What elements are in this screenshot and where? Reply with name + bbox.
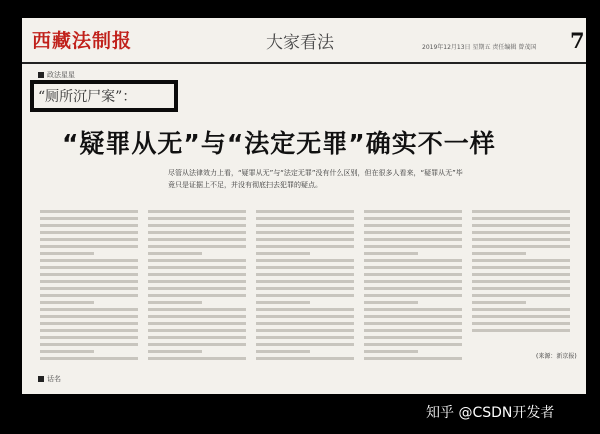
text-line — [148, 259, 246, 262]
text-line — [148, 343, 246, 346]
dateline: 2019年12月13日 星期五 责任编辑 曾茂国 — [422, 44, 537, 51]
text-line — [364, 350, 418, 353]
text-line — [148, 231, 246, 234]
text-line — [472, 308, 570, 311]
text-line — [364, 301, 418, 304]
text-line — [40, 287, 138, 290]
text-line — [148, 287, 246, 290]
body-column — [148, 210, 246, 366]
masthead — [22, 18, 586, 64]
text-line — [472, 294, 570, 297]
text-line — [40, 231, 138, 234]
footer-tag-label: 话名 — [47, 375, 61, 383]
text-line — [364, 217, 462, 220]
text-line — [40, 294, 138, 297]
text-line — [256, 238, 354, 241]
text-line — [148, 329, 246, 332]
text-line — [256, 266, 354, 269]
text-line — [40, 336, 138, 339]
text-line — [472, 231, 570, 234]
text-line — [40, 308, 138, 311]
body-column — [40, 210, 138, 366]
section-tag — [38, 70, 75, 80]
text-line — [148, 217, 246, 220]
text-line — [364, 245, 462, 248]
text-line — [148, 238, 246, 241]
text-line — [40, 273, 138, 276]
text-line — [256, 357, 354, 360]
text-line — [256, 231, 354, 234]
text-line — [364, 357, 462, 360]
text-line — [364, 238, 462, 241]
text-line — [40, 210, 138, 213]
square-bullet-icon — [38, 376, 44, 382]
text-line — [364, 336, 462, 339]
text-line — [472, 245, 570, 248]
text-line — [148, 301, 202, 304]
text-line — [256, 224, 354, 227]
text-line — [40, 280, 138, 283]
headline: “疑罪从无”与“法定无罪”确实不一样 — [62, 129, 496, 158]
text-line — [148, 336, 246, 339]
watermark: 知乎 @CSDN开发者 — [426, 405, 555, 421]
text-line — [364, 224, 462, 227]
text-line — [472, 273, 570, 276]
text-line — [256, 315, 354, 318]
text-line — [40, 350, 94, 353]
text-line — [256, 245, 354, 248]
text-line — [256, 294, 354, 297]
text-line — [364, 259, 462, 262]
text-line — [364, 252, 418, 255]
text-line — [148, 245, 246, 248]
byline: (来源：新京报) — [536, 353, 577, 360]
text-line — [472, 280, 570, 283]
text-line — [472, 224, 570, 227]
text-line — [256, 287, 354, 290]
text-line — [148, 266, 246, 269]
text-line — [148, 315, 246, 318]
newspaper-name: 西藏法制报 — [32, 30, 133, 52]
text-line — [364, 322, 462, 325]
text-line — [40, 301, 94, 304]
text-line — [364, 210, 462, 213]
text-line — [472, 217, 570, 220]
text-line — [256, 308, 354, 311]
text-line — [472, 238, 570, 241]
text-line — [472, 329, 570, 332]
text-line — [364, 231, 462, 234]
text-line — [148, 357, 246, 360]
square-bullet-icon — [38, 72, 44, 78]
text-line — [364, 294, 462, 297]
text-line — [472, 322, 570, 325]
text-line — [148, 252, 202, 255]
text-line — [364, 308, 462, 311]
text-line — [40, 315, 138, 318]
text-line — [364, 315, 462, 318]
text-line — [40, 217, 138, 220]
body-column — [472, 210, 570, 366]
text-line — [472, 259, 570, 262]
text-line — [148, 308, 246, 311]
footer-tag — [38, 374, 61, 384]
text-line — [256, 322, 354, 325]
newspaper-page — [22, 18, 586, 394]
text-line — [472, 252, 526, 255]
text-line — [364, 329, 462, 332]
text-line — [472, 210, 570, 213]
text-line — [472, 287, 570, 290]
text-line — [148, 224, 246, 227]
text-line — [148, 210, 246, 213]
text-line — [256, 280, 354, 283]
text-line — [256, 329, 354, 332]
text-line — [364, 343, 462, 346]
text-line — [256, 301, 310, 304]
article-body — [40, 210, 570, 366]
text-line — [40, 343, 138, 346]
text-line — [148, 294, 246, 297]
text-line — [256, 343, 354, 346]
text-line — [256, 217, 354, 220]
text-line — [40, 245, 138, 248]
text-line — [40, 266, 138, 269]
text-line — [40, 259, 138, 262]
text-line — [472, 315, 570, 318]
text-line — [148, 322, 246, 325]
text-line — [40, 357, 138, 360]
text-line — [256, 210, 354, 213]
kicker: “厕所沉尸案”： — [38, 89, 137, 105]
text-line — [148, 273, 246, 276]
text-line — [40, 322, 138, 325]
section-tag-label: 政法星星 — [47, 71, 75, 79]
text-line — [364, 287, 462, 290]
text-line — [364, 266, 462, 269]
text-line — [40, 252, 94, 255]
text-line — [256, 259, 354, 262]
column-name: 大家看法 — [266, 33, 334, 53]
text-line — [256, 252, 310, 255]
text-line — [472, 301, 526, 304]
text-line — [148, 280, 246, 283]
text-line — [40, 238, 138, 241]
text-line — [40, 224, 138, 227]
standfirst: 尽管从法律效力上看，“疑罪从无”与“法定无罪”没有什么区别，但在很多人看来，“疑罪从无”毕竟只是证据上不足，并没有彻底扫去犯罪的疑点。 — [168, 169, 463, 189]
text-line — [256, 336, 354, 339]
text-line — [364, 280, 462, 283]
text-line — [256, 350, 310, 353]
body-column — [364, 210, 462, 366]
text-line — [256, 273, 354, 276]
text-line — [364, 273, 462, 276]
body-column — [256, 210, 354, 366]
text-line — [472, 266, 570, 269]
text-line — [148, 350, 202, 353]
page-number: 7 — [570, 28, 585, 53]
text-line — [40, 329, 138, 332]
